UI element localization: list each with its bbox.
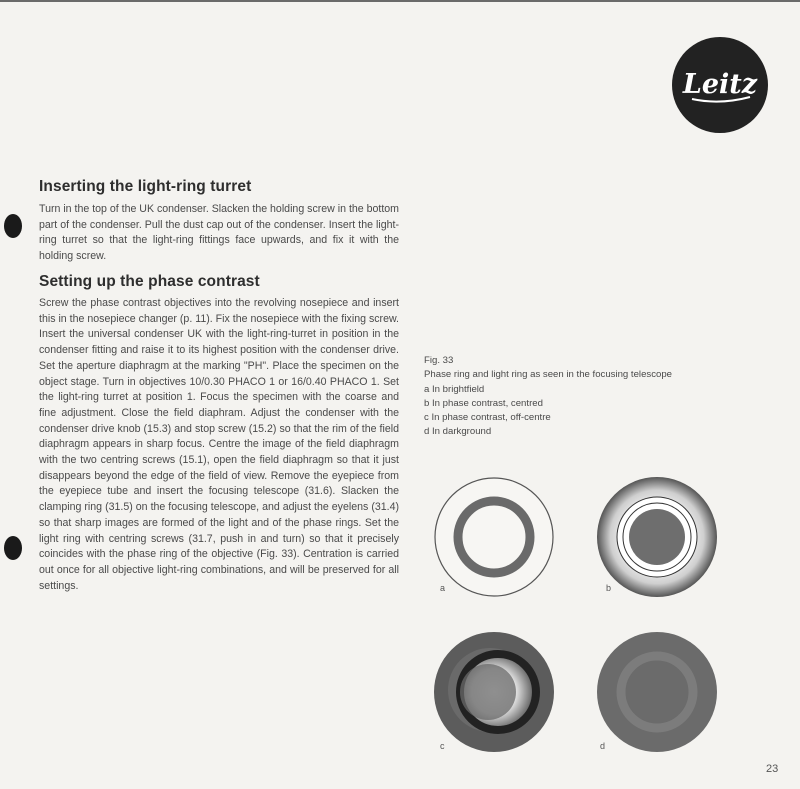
page-number: 23 bbox=[766, 763, 779, 775]
diagram-phase-contrast-centred bbox=[595, 475, 719, 599]
section-body-turret: Turn in the top of the UK condenser. Slacken the holding screw in the bottom part of the condenser. Pull the dust cap out of the condenser. Insert the light-ring turret so that the light-ring fittings face upwards, and fix it with the holding screw. bbox=[39, 203, 400, 263]
figure-item-b: b In phase contrast, centred bbox=[424, 397, 543, 409]
figure-item-d: d In darkground bbox=[424, 426, 492, 438]
diagram-brightfield bbox=[432, 475, 556, 599]
figure-number: Fig. 33 bbox=[424, 355, 454, 366]
section-heading-turret: Inserting the light-ring turret bbox=[39, 178, 252, 195]
top-rule bbox=[0, 0, 800, 2]
diagram-label-b: b bbox=[606, 583, 612, 593]
figure-item-a: a In brightfield bbox=[424, 383, 485, 395]
figure-caption bbox=[424, 354, 672, 440]
diagram-phase-contrast-off-centre bbox=[432, 630, 556, 754]
diagram-label-d: d bbox=[600, 741, 606, 751]
leitz-logo-mark bbox=[672, 37, 768, 133]
figure-title: Phase ring and light ring as seen in the focusing telescope bbox=[424, 369, 672, 381]
leitz-logo bbox=[672, 37, 768, 133]
diagram-label-c: c bbox=[440, 741, 445, 751]
svg-text:Leitz: Leitz bbox=[682, 69, 758, 100]
figure-item-c: c In phase contrast, off-centre bbox=[424, 412, 551, 424]
section-heading-phase-contrast: Setting up the phase contrast bbox=[39, 273, 260, 290]
diagram-label-a: a bbox=[440, 583, 446, 593]
binder-hole bbox=[4, 536, 22, 560]
section-body-phase-contrast: Screw the phase contrast objectives into the revolving nosepiece and insert this in the nosepiece changer (p. 11). Fix the nosepiece with the fixing screw. Insert the universal condenser UK with the light-ring-turret in position in the condenser fitting and raise it to its highest position with the condenser drive. Set the aperture diaphragm at the marking "PH". Place the specimen on the object stage. Turn in objectives 10/0.30 PHACO 1 or 16/0.40 PHACO 1. Set the light-ring turret at position 1. Focus the specimen with the coarse and fine adjustment. Close the field diaphram. Adjust the condenser with the condenser drive knob (15.3) and stop screw (15.2) so that the rim of the field diaphragm appears in sharp focus. Centre the image of the field diaphragm with the two centring screws (15.1), open the field diaphragm so that it just disappears beyond the edge of the field of view. Remove the eyepiece from the eyepiece tube and insert the focusing telescope (31.6). Slacken the clamping ring (31.5) on the focusing telescope, and adjust the eyelens (31.4) so that sharp images are formed of the light and of the phase rings. Set the light ring with centring screws (31.7, push in and turn) so that it precisely coincides with the phase ring of the objective (Fig. 33). Centration is carried out once for all objective light-ring combinations, and will be preserved for all settings. bbox=[39, 297, 399, 592]
binder-hole bbox=[4, 214, 22, 238]
diagram-darkground bbox=[595, 630, 719, 754]
